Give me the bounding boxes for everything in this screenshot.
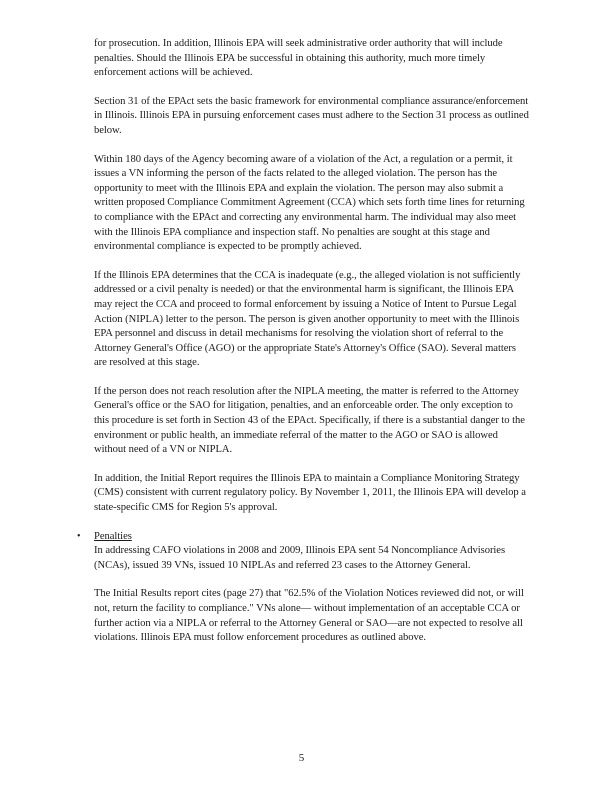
- paragraph-initial-results: The Initial Results report cites (page 27) that "62.5% of the Violation Notices reviewed did not, or will not, return the facility to compliance." VNs alone— without implementation of an acceptable CCA or further action via a NIPLA or referral to the Attorney General or SAO—are not expected to resolve all violations. Illinois EPA must follow enforcement procedures as outlined above.: [94, 588, 524, 644]
- paragraph-section-31: Section 31 of the EPAct sets the basic framework for environmental compliance assurance/enforcement in Illinois. Illinois EPA in pursuing enforcement cases must adhere to the Section 31 process as outlined below.: [94, 95, 529, 136]
- paragraph-nipla-referral: If the person does not reach resolution after the NIPLA meeting, the matter is referred to the Attorney General's office or the SAO for litigation, penalties, and an enforceable order. The only exception to this procedure is set forth in Section 43 of the EPAct. Specifically, if there is a substantial danger to the environment or public health, an immediate referral of the matter to the AGO or SAO is allowed without need of a VN or NIPLA.: [94, 385, 525, 456]
- penalties-heading: Penalties: [94, 530, 132, 542]
- page-number: 5: [298, 752, 305, 764]
- penalties-section: [77, 530, 530, 646]
- bullet-marker: •: [77, 530, 81, 542]
- paragraph-cafo-violations: In addressing CAFO violations in 2008 and 2009, Illinois EPA sent 54 Noncompliance Advisories (NCAs), issued 39 VNs, issued 10 NIPLAs and referred 23 cases to the Attorney General.: [94, 545, 506, 571]
- paragraph-cms: In addition, the Initial Report requires the Illinois EPA to maintain a Compliance Monitoring Strategy (CMS) consistent with current regulatory policy. By November 1, 2011, the Illinois EPA will develop a state-specific CMS for Region 5's approval.: [94, 472, 526, 514]
- document-body: [77, 37, 530, 660]
- paragraph-prosecution: for prosecution. In addition, Illinois EPA will seek administrative order authority that will include penalties. Should the Illinois EPA be successful in obtaining this authority, much more timely enforcement actions will be achieved.: [94, 38, 503, 79]
- paragraph-violation-notice: Within 180 days of the Agency becoming aware of a violation of the Act, a regulation or a permit, it issues a VN informing the person of the facts related to the alleged violation. The person has the opportunity to meet with the Illinois EPA and explain the violation. The person may also submit a written proposed Compliance Commitment Agreement (CCA) which sets forth time lines for returning to compliance with the EPAct and correcting any environmental harm. The individual may also meet with the Illinois EPA compliance and inspection staff. No penalties are sought at this stage and environmental compliance is expected to be promptly achieved.: [94, 153, 525, 253]
- paragraph-cca-inadequate: If the Illinois EPA determines that the CCA is inadequate (e.g., the alleged violation is not sufficiently addressed or a civil penalty is needed) or that the environmental harm is significant, the Illinois EPA may reject the CCA and proceed to formal enforcement by issuing a Notice of Intent to Pursue Legal Action (NIPLA) letter to the person. The person is given another opportunity to meet with the Illinois EPA personnel and discuss in detail mechanisms for resolving the violation short of referral to the Attorney General's Office (AGO) or the appropriate State's Attorney's Office (SAO). Several matters are resolved at this stage.: [94, 269, 521, 369]
